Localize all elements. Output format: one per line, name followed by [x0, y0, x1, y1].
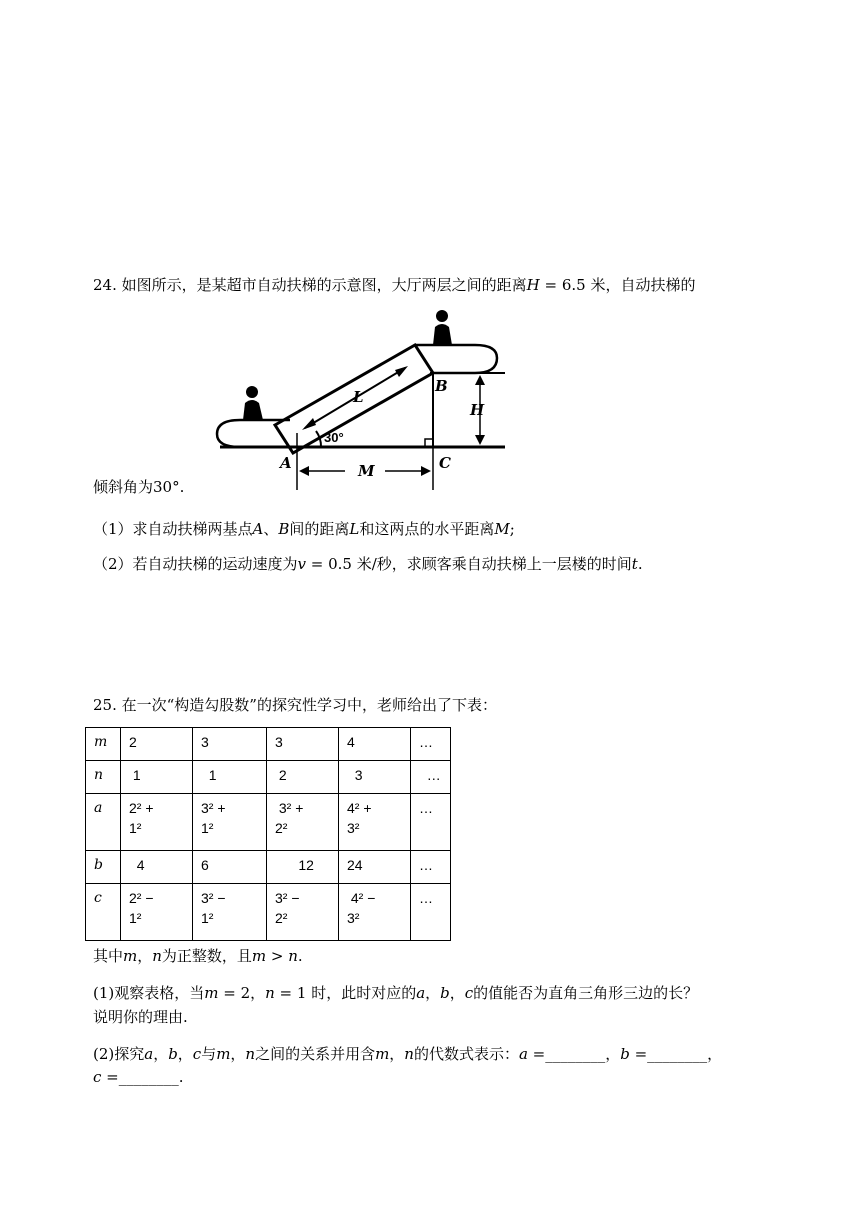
table-cell: 4	[121, 851, 193, 884]
table-row-header: n	[86, 761, 121, 794]
l-arrowhead-low	[302, 418, 316, 430]
q25-part1-line2: 说明你的理由.	[93, 1008, 188, 1026]
q24-number: 24.	[93, 276, 117, 294]
table-cell: 2² − 1²	[121, 884, 193, 941]
q25-part2-line1: (2)探究𝑎，𝑏，𝑐与𝑚，𝑛之间的关系并用含𝑚，𝑛的代数式表示：𝑎 =________，𝑏 =________，	[93, 1045, 723, 1063]
table-cell: …	[411, 761, 451, 794]
table-cell: 4² + 3²	[339, 794, 411, 851]
table-cell: 1	[193, 761, 267, 794]
l-arrowhead-high	[395, 366, 408, 377]
table-row	[86, 728, 451, 761]
table-cell: …	[411, 851, 451, 884]
table-cell: 12	[267, 851, 339, 884]
q25-number: 25.	[93, 696, 117, 714]
table-row-header: c	[86, 884, 121, 941]
table-cell: …	[411, 728, 451, 761]
q25-stem	[93, 694, 497, 715]
table-cell: …	[411, 794, 451, 851]
upper-landing	[415, 345, 497, 373]
q25-condition: 其中𝑚，𝑛为正整数，且𝑚 > 𝑛.	[93, 947, 303, 965]
table-cell: 6	[193, 851, 267, 884]
q24-stem-text: 如图所示，是某超市自动扶梯的示意图，大厅两层之间的距离𝐻 = 6.5 米，自动扶梯的	[121, 276, 696, 294]
label-c: C	[439, 454, 451, 472]
label-b: B	[435, 377, 448, 395]
table-row-header: a	[86, 794, 121, 851]
table-row-header: m	[86, 728, 121, 761]
table-cell: 3	[339, 761, 411, 794]
h-arrowhead-top	[475, 375, 485, 385]
table-cell: 3² + 1²	[193, 794, 267, 851]
table-cell: 1	[121, 761, 193, 794]
escalator-diagram	[205, 303, 510, 493]
q24-stem-line1	[93, 274, 695, 295]
table-cell: 3² + 2²	[267, 794, 339, 851]
table-row	[86, 794, 451, 851]
person-lower	[243, 386, 263, 420]
table-cell: 4² − 3²	[339, 884, 411, 941]
q25-part1-line1: (1)观察表格，当𝑚 = 2，𝑛 = 1 时，此时对应的𝑎，𝑏，𝑐的值能否为直角三角形三边的长？	[93, 984, 699, 1002]
table-cell: 3² − 2²	[267, 884, 339, 941]
label-l: L	[353, 388, 364, 406]
table-cell: 2	[267, 761, 339, 794]
angle-label: 30°	[324, 430, 344, 445]
table-cell: 24	[339, 851, 411, 884]
table-row	[86, 851, 451, 884]
label-a: A	[280, 454, 292, 472]
m-arrowhead-right	[421, 466, 431, 476]
m-arrowhead-left	[299, 466, 309, 476]
table-cell: 2² + 1²	[121, 794, 193, 851]
q24-stem-line2: 倾斜角为30°.	[93, 478, 185, 496]
label-h: H	[470, 401, 485, 419]
q24-part2: （2）若自动扶梯的运动速度为𝑣 = 0.5 米/秒，求顾客乘自动扶梯上一层楼的时间𝑡.	[93, 555, 643, 573]
pythagorean-table	[85, 727, 451, 941]
h-arrowhead-bottom	[475, 435, 485, 445]
table-cell: 3	[193, 728, 267, 761]
table-row-header: b	[86, 851, 121, 884]
table-cell: 2	[121, 728, 193, 761]
table-cell: 3² − 1²	[193, 884, 267, 941]
person-upper	[433, 310, 452, 345]
table-row	[86, 884, 451, 941]
table-row	[86, 761, 451, 794]
label-m: M	[358, 462, 375, 480]
table-cell: 4	[339, 728, 411, 761]
q24-part1: （1）求自动扶梯两基点𝐴、𝐵间的距离𝐿和这两点的水平距离𝑀;	[93, 520, 515, 538]
table-cell: …	[411, 884, 451, 941]
q25-stem-text: 在一次“构造勾股数”的探究性学习中，老师给出了下表：	[121, 696, 497, 714]
q25-part2-line2: 𝑐 =________.	[93, 1068, 184, 1086]
table-cell: 3	[267, 728, 339, 761]
